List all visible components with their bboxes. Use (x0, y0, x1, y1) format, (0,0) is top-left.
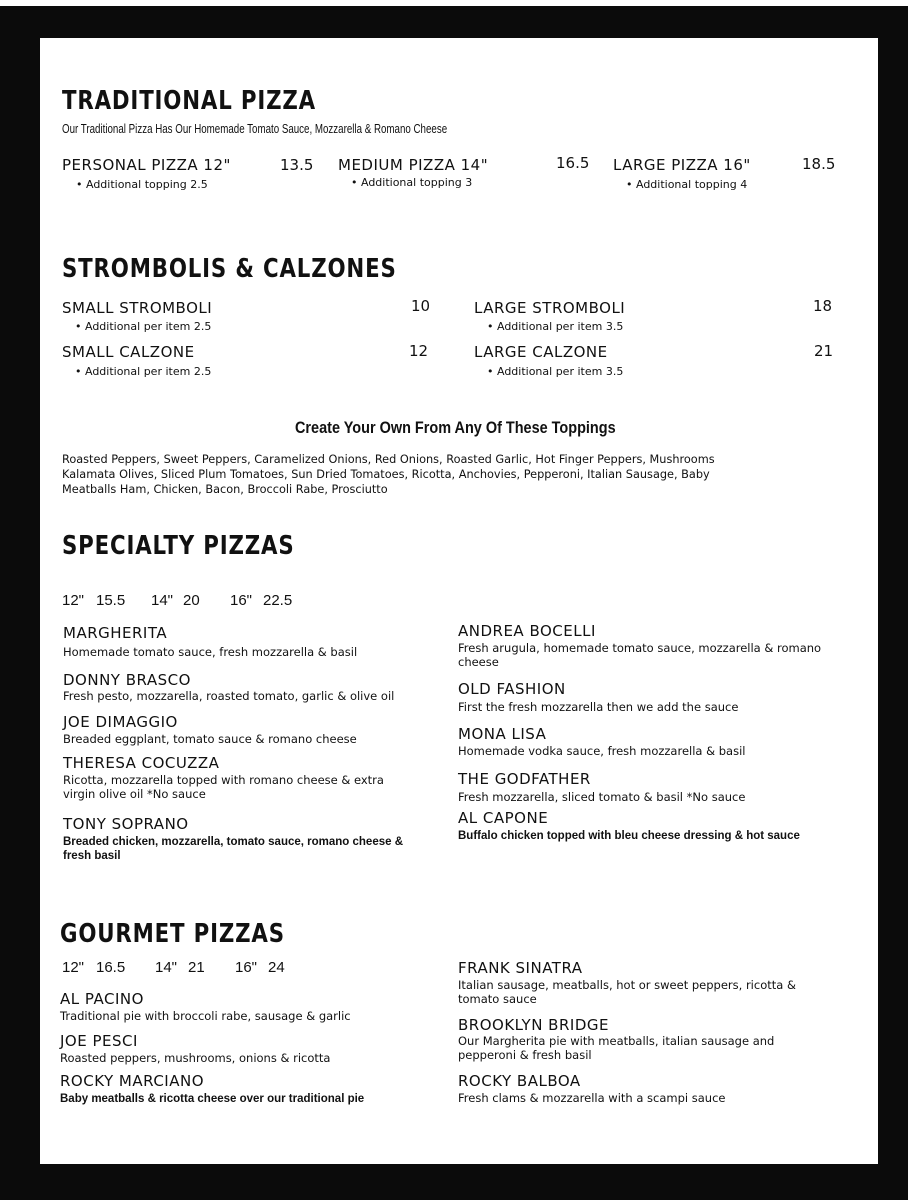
menu-item-price: 12 (409, 342, 429, 360)
pizza-desc: First the fresh mozzarella then we add the sauce (458, 700, 739, 714)
size-label: 14" (151, 592, 174, 609)
strombolis-title: STROMBOLIS & CALZONES (62, 254, 397, 284)
menu-page (40, 38, 878, 1164)
pizza-desc: Roasted peppers, mushrooms, onions & ricotta (60, 1051, 331, 1065)
pizza-desc: Buffalo chicken topped with bleu cheese dressing & hot sauce (458, 830, 800, 842)
size-price: 21 (188, 959, 205, 976)
pizza-name: DONNY BRASCO (63, 671, 191, 689)
pizza-desc: Baby meatballs & ricotta cheese over our traditional pie (60, 1093, 365, 1105)
pizza-name: MARGHERITA (63, 624, 168, 642)
size-price: 16.5 (96, 959, 126, 976)
menu-item-name: MEDIUM PIZZA 14" (338, 156, 489, 174)
size-label: 16" (235, 959, 258, 976)
pizza-name: JOE PESCI (60, 1032, 138, 1050)
menu-item-note: • Additional topping 4 (626, 178, 748, 191)
size-price: 24 (268, 959, 285, 976)
menu-item-name: LARGE PIZZA 16" (613, 156, 751, 174)
pizza-desc: Homemade vodka sauce, fresh mozzarella & basil (458, 744, 746, 758)
pizza-desc: Fresh clams & mozzarella with a scampi sauce (458, 1091, 726, 1105)
pizza-desc: Our Margherita pie with meatballs, italian sausage and pepperoni & fresh basil (458, 1034, 775, 1062)
menu-item-note: • Additional per item 3.5 (487, 365, 624, 378)
menu-item-note: • Additional per item 2.5 (75, 320, 212, 333)
menu-item-note: • Additional per item 3.5 (487, 320, 624, 333)
menu-item-note: • Additional per item 2.5 (75, 365, 212, 378)
pizza-desc: Breaded eggplant, tomato sauce & romano cheese (63, 732, 357, 746)
pizza-name: BROOKLYN BRIDGE (458, 1016, 609, 1034)
pizza-name: TONY SOPRANO (63, 815, 189, 833)
size-label: 16" (230, 592, 253, 609)
pizza-name: THE GODFATHER (458, 770, 591, 788)
size-price: 22.5 (263, 592, 293, 609)
frame-left (0, 6, 42, 1200)
pizza-desc: Fresh pesto, mozzarella, roasted tomato, garlic & olive oil (63, 689, 395, 703)
size-label: 14" (155, 959, 178, 976)
pizza-name: OLD FASHION (458, 680, 566, 698)
menu-item-price: 10 (411, 297, 431, 315)
menu-item-price: 13.5 (280, 156, 314, 174)
gourmet-title: GOURMET PIZZAS (60, 919, 285, 949)
size-price: 20 (183, 592, 200, 609)
size-label: 12" (62, 592, 85, 609)
menu-item-price: 21 (814, 342, 834, 360)
traditional-title: TRADITIONAL PIZZA (62, 86, 316, 116)
frame-bottom (0, 1162, 908, 1200)
pizza-name: AL PACINO (60, 990, 144, 1008)
specialty-title: SPECIALTY PIZZAS (62, 531, 295, 561)
menu-item-name: SMALL CALZONE (62, 343, 195, 361)
pizza-desc: Ricotta, mozzarella topped with romano cheese & extra virgin olive oil *No sauce (63, 773, 384, 801)
menu-item-note: • Additional topping 3 (351, 176, 473, 189)
pizza-desc: Fresh mozzarella, sliced tomato & basil *No sauce (458, 790, 746, 804)
traditional-subtitle: Our Traditional Pizza Has Our Homemade Tomato Sauce, Mozzarella & Romano Cheese (62, 122, 448, 136)
menu-item-name: PERSONAL PIZZA 12" (62, 156, 231, 174)
pizza-name: JOE DIMAGGIO (63, 713, 178, 731)
size-price: 15.5 (96, 592, 126, 609)
pizza-name: ROCKY BALBOA (458, 1072, 581, 1090)
frame-right (878, 6, 908, 1200)
pizza-name: THERESA COCUZZA (63, 754, 220, 772)
pizza-name: MONA LISA (458, 725, 547, 743)
pizza-desc: Italian sausage, meatballs, hot or sweet peppers, ricotta & tomato sauce (458, 978, 796, 1006)
pizza-desc: Breaded chicken, mozzarella, tomato sauce, romano cheese & fresh basil (63, 836, 404, 862)
pizza-name: FRANK SINATRA (458, 959, 583, 977)
pizza-desc: Traditional pie with broccoli rabe, sausage & garlic (60, 1009, 351, 1023)
menu-item-name: SMALL STROMBOLI (62, 299, 213, 317)
menu-item-price: 16.5 (556, 154, 590, 172)
pizza-name: ROCKY MARCIANO (60, 1072, 204, 1090)
size-label: 12" (62, 959, 85, 976)
pizza-desc: Fresh arugula, homemade tomato sauce, mozzarella & romano cheese (458, 641, 822, 669)
pizza-name: AL CAPONE (458, 809, 549, 827)
frame-top (0, 6, 908, 40)
toppings-line: Roasted Peppers, Sweet Peppers, Caramelized Onions, Red Onions, Roasted Garlic, Hot Finger Peppers, Mushrooms (62, 453, 715, 466)
menu-item-price: 18 (813, 297, 833, 315)
menu-item-price: 18.5 (802, 155, 836, 173)
pizza-name: ANDREA BOCELLI (458, 622, 596, 640)
toppings-title: Create Your Own From Any Of These Toppings (295, 418, 616, 437)
pizza-desc: Homemade tomato sauce, fresh mozzarella & basil (63, 645, 358, 659)
menu-item-name: LARGE CALZONE (474, 343, 608, 361)
toppings-line: Meatballs Ham, Chicken, Bacon, Broccoli Rabe, Prosciutto (62, 483, 388, 496)
menu-item-name: LARGE STROMBOLI (474, 299, 626, 317)
menu-item-note: • Additional topping 2.5 (76, 178, 208, 191)
toppings-line: Kalamata Olives, Sliced Plum Tomatoes, Sun Dried Tomatoes, Ricotta, Anchovies, Pepperoni, Italian Sausage, Baby (62, 468, 710, 481)
